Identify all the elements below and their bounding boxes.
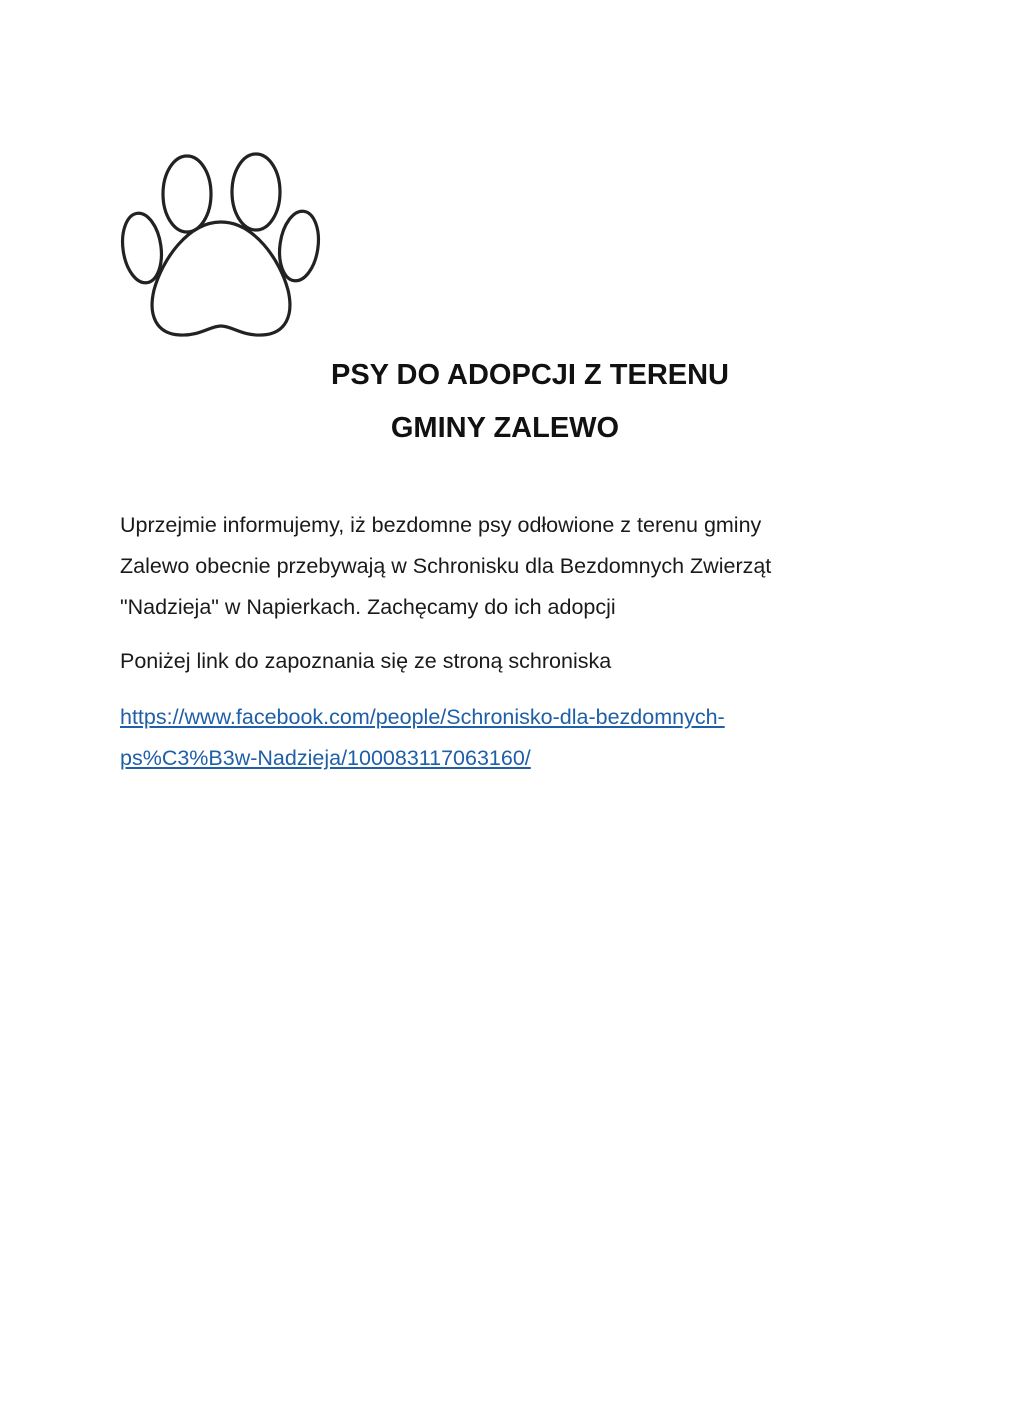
shelter-facebook-link[interactable] — [120, 697, 860, 779]
intro-line-2: Zalewo obecnie przebywają w Schronisku dla Bezdomnych Zwierząt — [120, 554, 772, 578]
intro-paragraph — [120, 505, 880, 628]
link-intro-text: Poniżej link do zapoznania się ze stroną schroniska — [120, 649, 612, 673]
page-title-line-2: GMINY ZALEWO — [390, 412, 620, 444]
intro-line-1: Uprzejmie informujemy, iż bezdomne psy odłowione z terenu gminy — [120, 513, 762, 537]
link-line-1: https://www.facebook.com/people/Schronisko-dla-bezdomnych- — [120, 705, 725, 729]
page-title-line-1: PSY DO ADOPCJI Z TERENU — [330, 359, 729, 391]
intro-line-3: "Nadzieja" w Napierkach. Zachęcamy do ich adopcji — [120, 595, 616, 619]
paw-print-icon — [118, 150, 324, 340]
link-line-2: ps%C3%B3w-Nadzieja/100083117063160/ — [120, 746, 531, 770]
